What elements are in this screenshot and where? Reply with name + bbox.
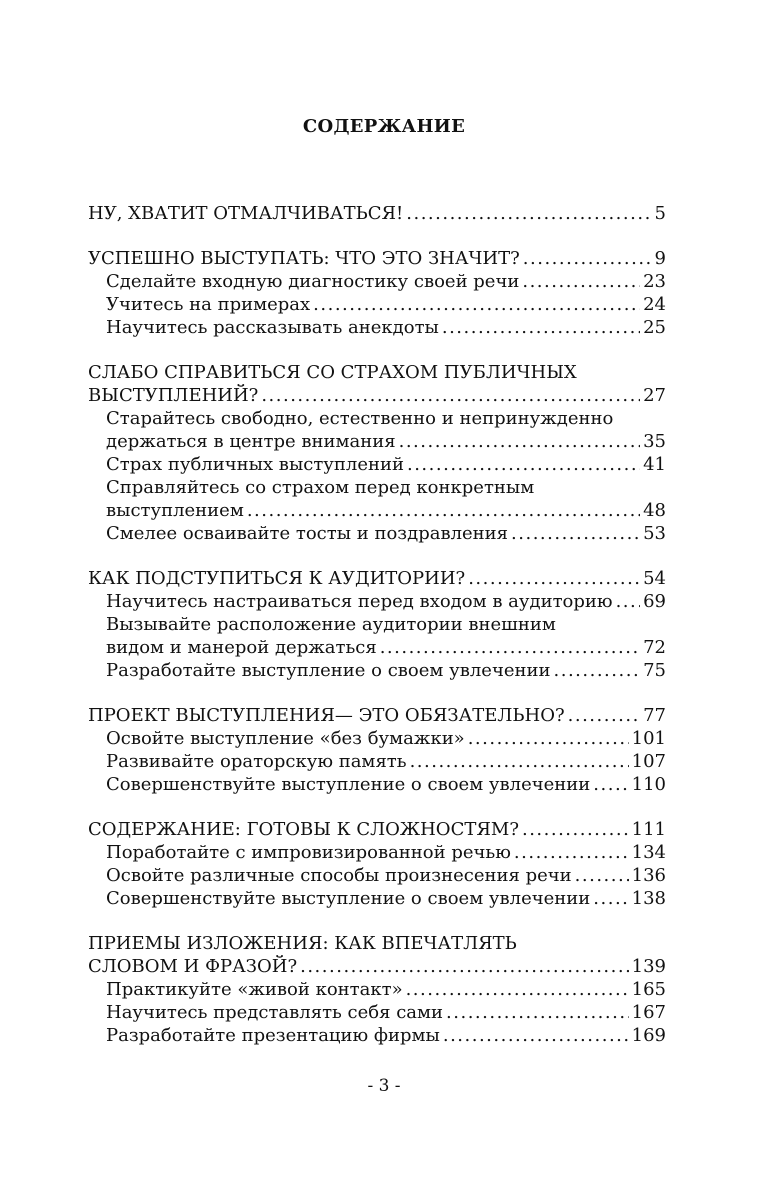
dot-leader (511, 522, 640, 545)
section-title: ВЫСТУПЛЕНИЙ? (88, 385, 259, 406)
page-ref: 101 (631, 728, 666, 749)
page-ref: 25 (643, 317, 666, 338)
page-ref: 165 (631, 979, 666, 1000)
dot-leader (514, 841, 629, 864)
toc-subentry[interactable] (88, 522, 666, 545)
dot-leader (593, 773, 628, 796)
page-ref: 9 (654, 248, 666, 269)
subsection-title: Научитесь рассказывать анекдоты (106, 317, 439, 338)
toc-entry[interactable] (88, 384, 666, 407)
toc-entry[interactable] (88, 955, 666, 978)
dot-leader (522, 270, 640, 293)
dot-leader (247, 499, 640, 522)
toc-section (88, 932, 666, 1047)
toc-subentry[interactable] (88, 841, 666, 864)
page-ref: 107 (631, 751, 666, 772)
dot-leader (554, 659, 641, 682)
page-ref: 53 (643, 523, 666, 544)
page-ref: 48 (643, 500, 666, 521)
subsection-title: Совершенствуйте выступление о своем увлечении (106, 774, 591, 795)
subsection-title: Практикуйте «живой контакт» (106, 979, 403, 1000)
toc-subentry[interactable] (88, 590, 666, 613)
subsection-title: Совершенствуйте выступление о своем увлечении (106, 888, 591, 909)
page-ref: 77 (643, 705, 666, 726)
section-title-line: СЛАБО СПРАВИТЬСЯ СО СТРАХОМ ПУБЛИЧНЫХ (88, 362, 577, 383)
toc-subentry[interactable] (88, 499, 666, 522)
page-ref: 5 (654, 203, 666, 224)
dot-leader (300, 955, 629, 978)
page-ref: 23 (643, 271, 666, 292)
subsection-title: Развивайте ораторскую память (106, 751, 407, 772)
toc-section (88, 818, 666, 910)
page-ref: 24 (643, 294, 666, 315)
subsection-title: Страх публичных выступлений (106, 454, 404, 475)
page-title: СОДЕРЖАНИЕ (302, 116, 466, 137)
page-ref: 167 (631, 1002, 666, 1023)
subsection-title: видом и манерой держаться (106, 637, 377, 658)
toc-subentry[interactable] (88, 773, 666, 796)
dot-leader (399, 430, 640, 453)
subsection-title-line: Справляйтесь со страхом перед конкретным (106, 477, 535, 498)
toc-section (88, 704, 666, 796)
page-ref: 110 (631, 774, 666, 795)
dot-leader (406, 978, 629, 1001)
toc-subentry[interactable] (88, 887, 666, 910)
page-ref: 134 (631, 842, 666, 863)
subsection-title: Освойте выступление «без бумажки» (106, 728, 465, 749)
dot-leader (443, 1024, 629, 1047)
subsection-title: выступлением (106, 500, 244, 521)
toc-subentry[interactable] (88, 750, 666, 773)
page-ref: 169 (631, 1025, 666, 1046)
toc-section (88, 361, 666, 545)
dot-leader (468, 567, 640, 590)
toc-entry[interactable] (88, 818, 666, 841)
dot-leader (468, 727, 629, 750)
toc-entry[interactable] (88, 567, 666, 590)
page-ref: 54 (643, 568, 666, 589)
subsection-title-line: Вызывайте расположение аудитории внешним (106, 614, 556, 635)
toc-section (88, 202, 666, 225)
page-ref: 138 (631, 888, 666, 909)
dot-leader (575, 864, 629, 887)
subsection-title-line: Старайтесь свободно, естественно и непринужденно (106, 408, 614, 429)
toc-subentry[interactable] (88, 636, 666, 659)
table-of-contents (88, 202, 666, 1069)
toc-entry[interactable] (88, 202, 666, 225)
dot-leader (522, 818, 629, 841)
subsection-title: Разработайте выступление о своем увлечении (106, 660, 551, 681)
dot-leader (523, 247, 652, 270)
section-title: КАК ПОДСТУПИТЬСЯ К АУДИТОРИИ? (88, 568, 466, 589)
toc-subentry[interactable] (88, 453, 666, 476)
toc-section (88, 247, 666, 339)
toc-section (88, 567, 666, 682)
subsection-title: держаться в центре внимания (106, 431, 396, 452)
page-ref: 69 (643, 591, 666, 612)
section-title: СЛОВОМ И ФРАЗОЙ? (88, 956, 298, 977)
page-ref: 27 (643, 385, 666, 406)
subsection-title: Сделайте входную диагностику своей речи (106, 271, 520, 292)
toc-entry[interactable] (88, 704, 666, 727)
subsection-title: Смелее осваивайте тосты и поздравления (106, 523, 509, 544)
subsection-title: Научитесь настраиваться перед входом в аудиторию (106, 591, 613, 612)
dot-leader (313, 293, 640, 316)
subsection-title: Разработайте презентацию фирмы (106, 1025, 440, 1046)
toc-subentry[interactable] (88, 1024, 666, 1047)
page-ref: 35 (643, 431, 666, 452)
subsection-title: Освойте различные способы произнесения речи (106, 865, 572, 886)
dot-leader (616, 590, 641, 613)
section-title: СОДЕРЖАНИЕ: ГОТОВЫ К СЛОЖНОСТЯМ? (88, 819, 519, 840)
dot-leader (442, 316, 640, 339)
toc-subentry[interactable] (88, 1001, 666, 1024)
section-title: НУ, ХВАТИТ ОТМАЛЧИВАТЬСЯ! (88, 203, 404, 224)
toc-subentry[interactable] (88, 727, 666, 750)
subsection-title: Научитесь представлять себя сами (106, 1002, 444, 1023)
section-title-line: ПРИЕМЫ ИЗЛОЖЕНИЯ: КАК ВПЕЧАТЛЯТЬ (88, 933, 517, 954)
page-ref: 111 (631, 819, 666, 840)
page-ref: 136 (631, 865, 666, 886)
page-ref: 72 (643, 637, 666, 658)
toc-subentry[interactable] (88, 316, 666, 339)
dot-leader (261, 384, 640, 407)
dot-leader (593, 887, 628, 910)
dot-leader (406, 202, 651, 225)
toc-subentry[interactable] (88, 864, 666, 887)
page-ref: 41 (643, 454, 666, 475)
dot-leader (380, 636, 640, 659)
toc-subentry[interactable] (88, 978, 666, 1001)
page-number: - 3 - (367, 1076, 401, 1096)
subsection-title: Учитесь на примерах (106, 294, 311, 315)
toc-subentry[interactable] (88, 270, 666, 293)
toc-subentry[interactable] (88, 659, 666, 682)
dot-leader (568, 704, 640, 727)
page-ref: 75 (643, 660, 666, 681)
section-title: УСПЕШНО ВЫСТУПАТЬ: ЧТО ЭТО ЗНАЧИТ? (88, 248, 520, 269)
dot-leader (407, 453, 640, 476)
dot-leader (410, 750, 629, 773)
page-ref: 139 (631, 956, 666, 977)
subsection-title: Поработайте с импровизированной речью (106, 842, 511, 863)
toc-entry[interactable] (88, 247, 666, 270)
dot-leader (446, 1001, 629, 1024)
toc-subentry[interactable] (88, 293, 666, 316)
toc-subentry[interactable] (88, 430, 666, 453)
section-title: ПРОЕКТ ВЫСТУПЛЕНИЯ— ЭТО ОБЯЗАТЕЛЬНО? (88, 705, 565, 726)
